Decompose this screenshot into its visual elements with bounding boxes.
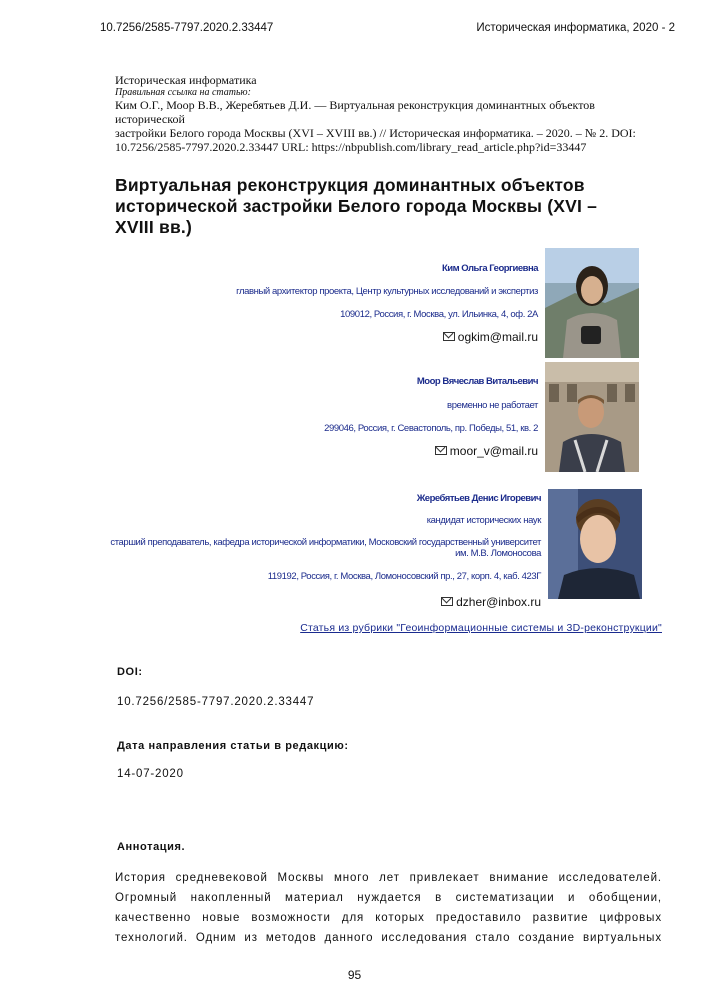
author-address: 119192, Россия, г. Москва, Ломоносовский пр., 27, корп. 4, каб. 423Г — [267, 571, 541, 582]
portrait-image — [545, 362, 639, 472]
title-line: XVIII вв.) — [115, 217, 192, 237]
author-email[interactable]: dzher@inbox.ru — [456, 595, 541, 609]
envelope-icon — [435, 446, 447, 455]
citation-block — [115, 73, 655, 154]
author-position: старший преподаватель, кафедра исторической информатики, Московский государственный университет — [110, 537, 541, 548]
citation-line: 10.7256/2585-7797.2020.2.33447 URL: https://nbpublish.com/library_read_article.php?id=33447 — [115, 140, 587, 154]
author-degree: кандидат исторических наук — [426, 515, 541, 526]
running-header-doi: 10.7256/2585-7797.2020.2.33447 — [100, 22, 274, 34]
citation-line: Ким О.Г., Моор В.В., Жеребятьев Д.И. — Виртуальная реконструкция доминантных объектов исторической — [115, 98, 595, 126]
submission-date-label: Дата направления статьи в редакцию: — [117, 740, 349, 752]
doi-value: 10.7256/2585-7797.2020.2.33447 — [117, 696, 315, 708]
author-block-zherebyatyev — [0, 493, 541, 609]
abstract-line: качественно новые возможности для которых предоставило развитие цифровых — [115, 912, 662, 924]
envelope-icon — [443, 332, 455, 341]
doi-label: DOI: — [117, 666, 143, 678]
citation-line: застройки Белого города Москвы (XVI – XVIII вв.) // Историческая информатика. – 2020. – № 2. DOI: — [115, 126, 636, 140]
author-address: 109012, Россия, г. Москва, ул. Ильинка, 4, оф. 2А — [340, 309, 538, 320]
abstract-label: Аннотация. — [117, 841, 186, 853]
title-line: исторической застройки Белого города Москвы (XVI – — [115, 196, 598, 216]
abstract-line: Огромный накопленный материал нуждается в систематизации и обобщении, — [115, 892, 662, 904]
author-email[interactable]: moor_v@mail.ru — [449, 444, 538, 458]
title-line: Виртуальная реконструкция доминантных объектов — [115, 175, 585, 195]
author-position: временно не работает — [447, 400, 538, 411]
envelope-icon — [441, 597, 453, 606]
author-photo-moor — [545, 362, 639, 472]
author-photo-kim — [545, 248, 639, 358]
article-title — [115, 175, 635, 238]
citation-journal: Историческая информатика — [115, 73, 257, 87]
portrait-image — [545, 248, 639, 358]
abstract-line: История средневековой Москвы много лет привлекает внимание исследователей. — [115, 872, 662, 884]
author-email[interactable]: ogkim@mail.ru — [457, 330, 538, 344]
page-number: 95 — [347, 968, 362, 982]
citation-label: Правильная ссылка на статью: — [115, 87, 251, 98]
running-header-journal: Историческая информатика, 2020 - 2 — [476, 22, 675, 34]
portrait-image — [548, 489, 642, 599]
author-block-moor — [118, 376, 538, 458]
author-position: им. М.В. Ломоносова — [455, 548, 541, 559]
abstract-line: технологий. Одним из методов данного исследования стало создание виртуальных — [115, 932, 662, 944]
abstract-text — [115, 868, 662, 948]
author-name: Жеребятьев Денис Игоревич — [416, 493, 541, 504]
author-name: Моор Вячеслав Витальевич — [416, 376, 538, 387]
author-email-row[interactable] — [118, 330, 538, 344]
author-name: Ким Ольга Георгиевна — [441, 263, 538, 274]
rubric-link[interactable]: Статья из рубрики "Геоинформационные системы и 3D-реконструкции" — [300, 622, 662, 634]
author-block-kim — [118, 263, 538, 344]
submission-date-value: 14-07-2020 — [117, 768, 184, 780]
author-photo-zherebyatyev — [548, 489, 642, 599]
author-email-row[interactable] — [118, 444, 538, 458]
author-address: 299046, Россия, г. Севастополь, пр. Победы, 51, кв. 2 — [324, 423, 538, 434]
author-email-row[interactable] — [0, 595, 541, 609]
author-position: главный архитектор проекта, Центр культурных исследований и экспертиз — [236, 286, 538, 297]
